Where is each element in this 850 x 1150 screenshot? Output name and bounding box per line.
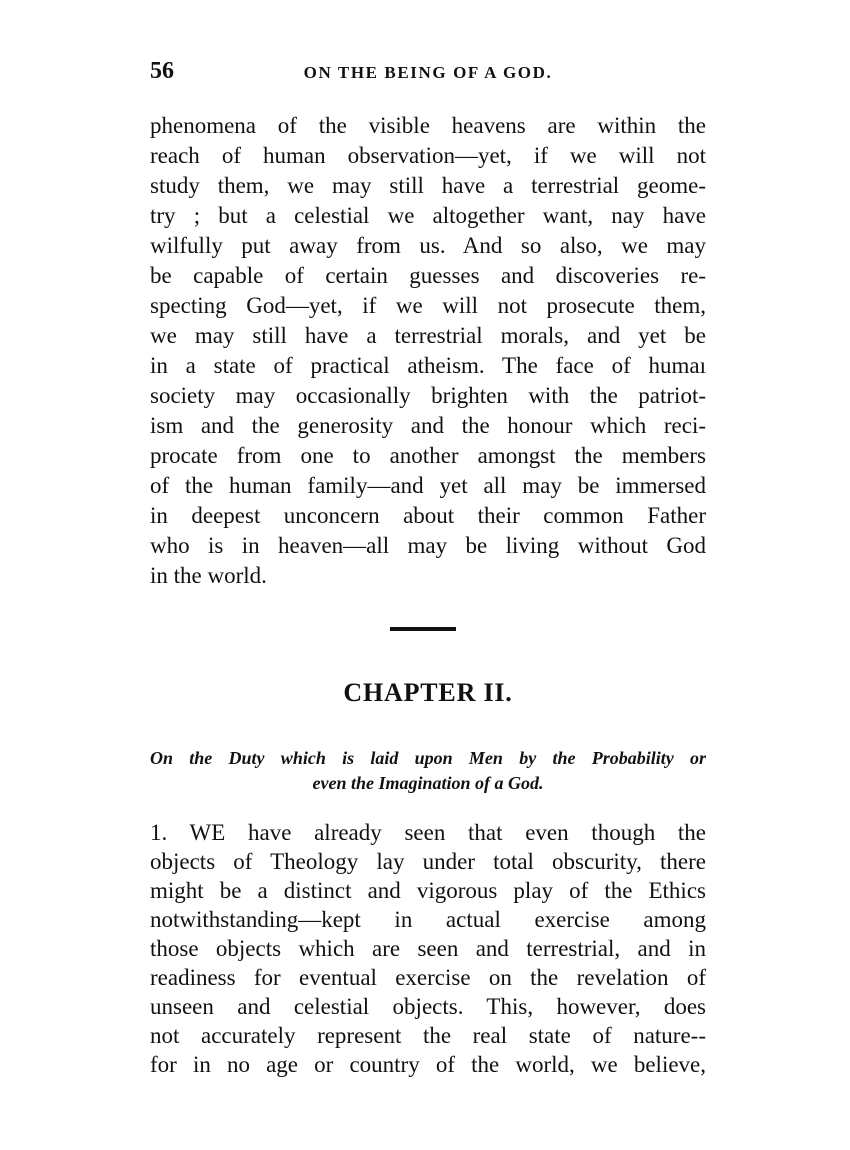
text-line: objects of Theology lay under total obscurity, there bbox=[150, 849, 706, 874]
chapter-heading: CHAPTER II. bbox=[343, 678, 513, 707]
section-divider bbox=[390, 627, 456, 631]
text-line: unseen and celestial objects. This, however, does bbox=[150, 994, 706, 1019]
text-line: in a state of practical atheism. The face of humaı bbox=[150, 353, 706, 378]
text-line: not accurately represent the real state of nature-- bbox=[150, 1023, 706, 1048]
text-line: study them, we may still have a terrestrial geome- bbox=[150, 173, 706, 198]
text-line: might be a distinct and vigorous play of the Ethics bbox=[150, 878, 706, 903]
text-line: of the human family—and yet all may be immersed bbox=[150, 473, 706, 498]
text-line: 1. WE have already seen that even though the bbox=[150, 820, 706, 845]
text-line: reach of human observation—yet, if we will not bbox=[150, 143, 706, 168]
page-number: 56 bbox=[150, 58, 174, 84]
chapter-subtitle-line: even the Imagination of a God. bbox=[312, 773, 544, 793]
text-line: notwithstanding—kept in actual exercise among bbox=[150, 907, 706, 932]
text-line: society may occasionally brighten with the patriot- bbox=[150, 383, 706, 408]
text-line: in deepest unconcern about their common Father bbox=[150, 503, 706, 528]
text-line: ism and the generosity and the honour which reci- bbox=[150, 413, 706, 438]
text-line: try ; but a celestial we altogether want, nay have bbox=[150, 203, 706, 228]
text-line: be capable of certain guesses and discoveries re- bbox=[150, 263, 706, 288]
chapter-subtitle-line: On the Duty which is laid upon Men by the Probability or bbox=[150, 748, 706, 768]
book-page bbox=[150, 0, 706, 1150]
text-line: we may still have a terrestrial morals, and yet be bbox=[150, 323, 706, 348]
text-line: procate from one to another amongst the members bbox=[150, 443, 706, 468]
text-line: specting God—yet, if we will not prosecute them, bbox=[150, 293, 706, 318]
text-line: for in no age or country of the world, we believe, bbox=[150, 1052, 706, 1077]
text-line: in the world. bbox=[150, 563, 267, 588]
text-line: those objects which are seen and terrestrial, and in bbox=[150, 936, 706, 961]
running-head bbox=[150, 58, 706, 88]
running-title: ON THE BEING OF A GOD. bbox=[303, 63, 553, 82]
text-line: readiness for eventual exercise on the revelation of bbox=[150, 965, 706, 990]
text-line: phenomena of the visible heavens are within the bbox=[150, 113, 706, 138]
text-line: wilfully put away from us. And so also, we may bbox=[150, 233, 706, 258]
text-line: who is in heaven—all may be living without God bbox=[150, 533, 706, 558]
